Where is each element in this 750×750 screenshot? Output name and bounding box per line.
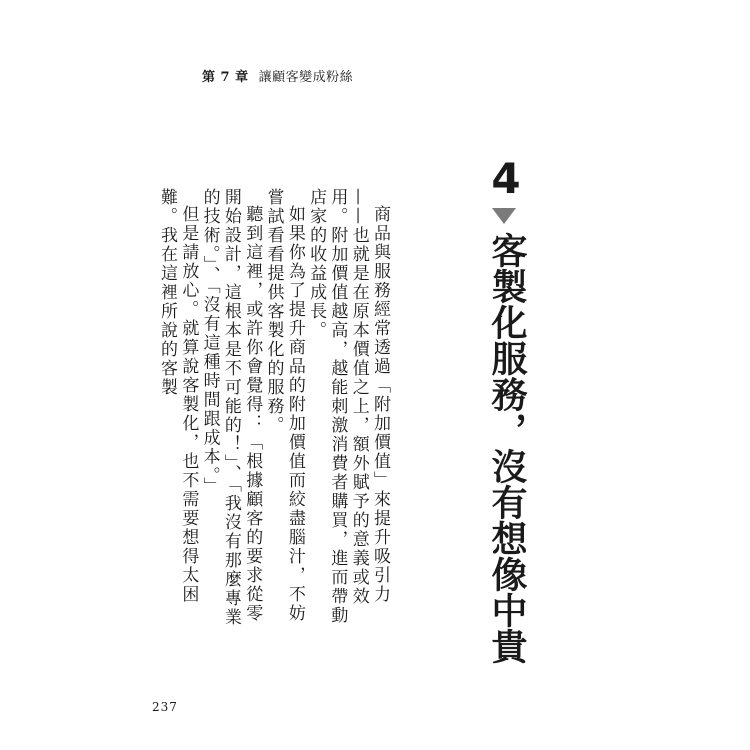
body-paragraph: 但是請放心。就算說客製化，也不需要想得太困難。我在這裡所說的客製: [157, 188, 199, 604]
body-paragraph: 如果你為了提升商品的附加價值而絞盡腦汁，不妨嘗試看看提供客製化的服務。: [263, 188, 305, 623]
running-header: [202, 66, 353, 85]
body-paragraph: 商品與服務經常透過「附加價值」來提升吸引力——也就是在原本價值之上，額外賦予的意義或效用。附加價值越高，越能刺激消費者購買，進而帶動店家的收益成長。: [306, 188, 390, 625]
section-title: 客製化服務，沒有想像中貴: [486, 232, 527, 664]
body-text: [157, 188, 390, 638]
page-number: 237: [152, 700, 178, 714]
chapter-title: 讓顧客變成粉絲: [258, 70, 354, 85]
chapter-label: 第 7 章: [202, 70, 249, 85]
triangle-marker-icon: [492, 208, 516, 224]
body-paragraph: 聽到這裡，或許你會覺得：「根據顧客的要求從零開始設計，這根本是不可能的！」、「我沒有那麼專業的技術。」、「沒有這種時間跟成本。」: [199, 188, 263, 627]
section-number: 4: [491, 154, 521, 203]
